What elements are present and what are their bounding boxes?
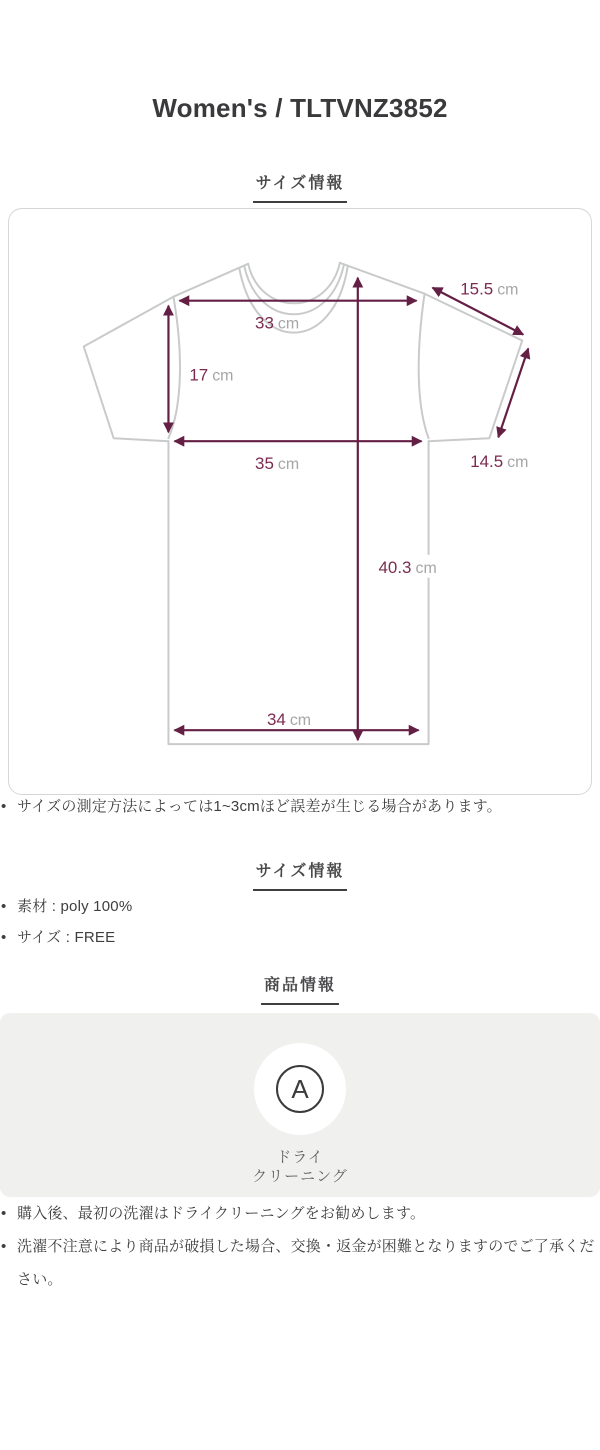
size-diagram-box — [8, 208, 592, 795]
measurement-armhole-depth: 17 cm — [189, 365, 234, 385]
note-item — [0, 1230, 600, 1296]
section-heading-label: サイズ情報 — [253, 861, 348, 891]
list-item-material — [0, 891, 600, 922]
care-label-line1: ドライ — [276, 1149, 324, 1166]
product-size-page — [0, 90, 600, 1296]
note-text: 洗濯不注意により商品が破損した場合、交換・返金が困難となりますのでご了承ください。 — [17, 1238, 595, 1288]
list-item-size — [0, 922, 600, 953]
section-heading-size-chart — [0, 173, 600, 203]
size-chart-notes — [0, 795, 600, 819]
care-label-line2: クリーニング — [252, 1168, 348, 1185]
size-text: サイズ : FREE — [17, 929, 116, 946]
circle-a-laundry-symbol — [276, 1065, 324, 1113]
measurement-total-length: 40.3 cm — [378, 557, 437, 577]
section-heading-product-info — [0, 975, 600, 1005]
material-text: 素材 : poly 100% — [17, 898, 133, 915]
section-heading-size-info — [0, 861, 600, 891]
size-info-list — [0, 891, 600, 953]
care-instruction-box — [0, 1013, 600, 1197]
care-label — [252, 1148, 348, 1186]
measurement-labels — [189, 280, 528, 730]
section-heading-label: サイズ情報 — [253, 173, 348, 203]
dry-cleaning-icon — [254, 1043, 346, 1135]
note-text: サイズの測定方法によっては1~3cmほど誤差が生じる場合があります。 — [17, 798, 502, 815]
note-item — [0, 1197, 600, 1230]
measurement-chest-width: 35 cm — [255, 454, 300, 474]
note-text: 購入後、最初の洗濯はドライクリーニングをお勧めします。 — [17, 1205, 426, 1222]
arrow-sleeve-opening — [498, 349, 528, 438]
measurement-sleeve-opening: 14.5 cm — [470, 452, 529, 472]
laundry-symbol-letter: A — [291, 1074, 309, 1104]
section-heading-label: 商品情報 — [261, 975, 339, 1005]
tshirt-outline — [84, 263, 522, 744]
page-title: Women's / TLTVNZ3852 — [152, 93, 448, 123]
product-info-notes — [0, 1197, 600, 1296]
note-item — [0, 795, 600, 819]
tshirt-size-diagram — [9, 209, 591, 794]
dimension-arrows — [168, 278, 528, 740]
measurement-sleeve-length: 15.5 cm — [460, 279, 519, 299]
measurement-shoulder-width: 33 cm — [255, 313, 300, 333]
measurement-hem-width: 34 cm — [266, 710, 312, 730]
